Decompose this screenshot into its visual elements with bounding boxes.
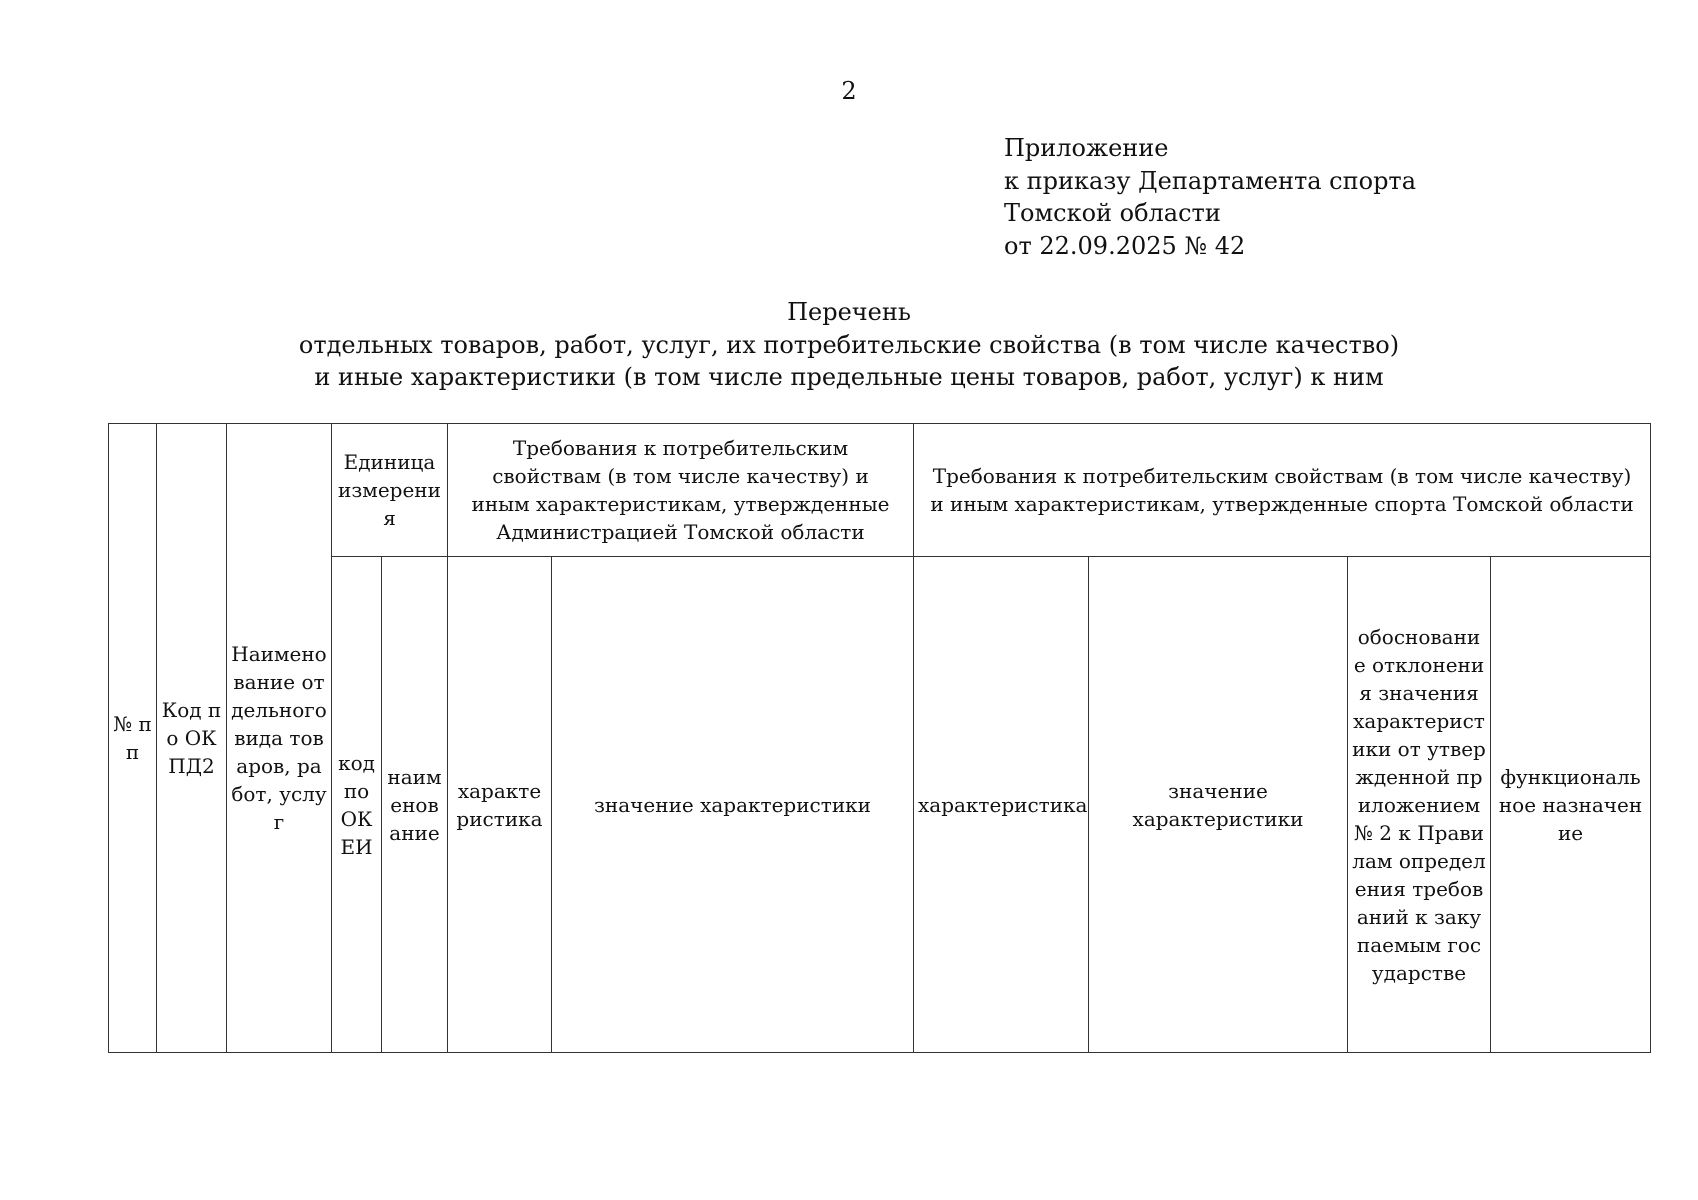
appendix-line: к приказу Департамента спорта xyxy=(1004,166,1417,195)
header-dept-characteristic: характеристика xyxy=(914,557,1089,1053)
appendix-block xyxy=(1004,132,1416,262)
appendix-line: Приложение xyxy=(1004,134,1169,162)
header-dept-requirements: Требования к потребительским свойствам (в том числе качеству) и иным характеристикам, утвержденные спорта Томской области xyxy=(914,424,1651,557)
title-subtitle-line: и иные характеристики (в том числе предельные цены товаров, работ, услуг) к ним xyxy=(314,363,1384,391)
header-item-name: Наименование отдельного вида товаров, работ, услуг xyxy=(227,424,332,1053)
page-number: 2 xyxy=(841,77,857,105)
header-deviation-justification-cell xyxy=(1348,557,1491,1053)
header-okei-code: код по ОКЕИ xyxy=(332,557,382,1053)
header-okpd-code: Код по ОКПД2 xyxy=(157,424,227,1053)
header-admin-requirements: Требования к потребительским свойствам (в том числе качеству) и иным характеристикам, утвержденные Администрацией Томской области xyxy=(448,424,914,557)
appendix-line: Томской области xyxy=(1004,199,1221,227)
table-subheader-row xyxy=(109,557,1651,1053)
header-admin-characteristic: характеристика xyxy=(448,557,552,1053)
header-deviation-justification: обоснование отклонения значения характеристики от утвержденной приложением № 2 к Правилам определения требований к закупаемым государстве xyxy=(1352,624,1486,985)
title-subtitle-line: отдельных товаров, работ, услуг, их потребительские свойства (в том числе качество) xyxy=(298,330,1400,359)
requirements-table xyxy=(108,423,1651,1053)
header-admin-value: значение характеристики xyxy=(552,557,914,1053)
header-unit-name: наименование xyxy=(382,557,448,1053)
header-number: № пп xyxy=(109,424,157,1053)
header-unit-group: Единица измерения xyxy=(332,424,448,557)
table-header-row xyxy=(109,424,1651,557)
header-dept-value: значение характеристики xyxy=(1089,557,1348,1053)
title-heading: Перечень xyxy=(787,298,911,326)
header-functional-purpose: функциональное назначение xyxy=(1491,557,1651,1053)
document-title xyxy=(0,296,1698,394)
appendix-date-line: от 22.09.2025 № 42 xyxy=(1004,231,1246,260)
